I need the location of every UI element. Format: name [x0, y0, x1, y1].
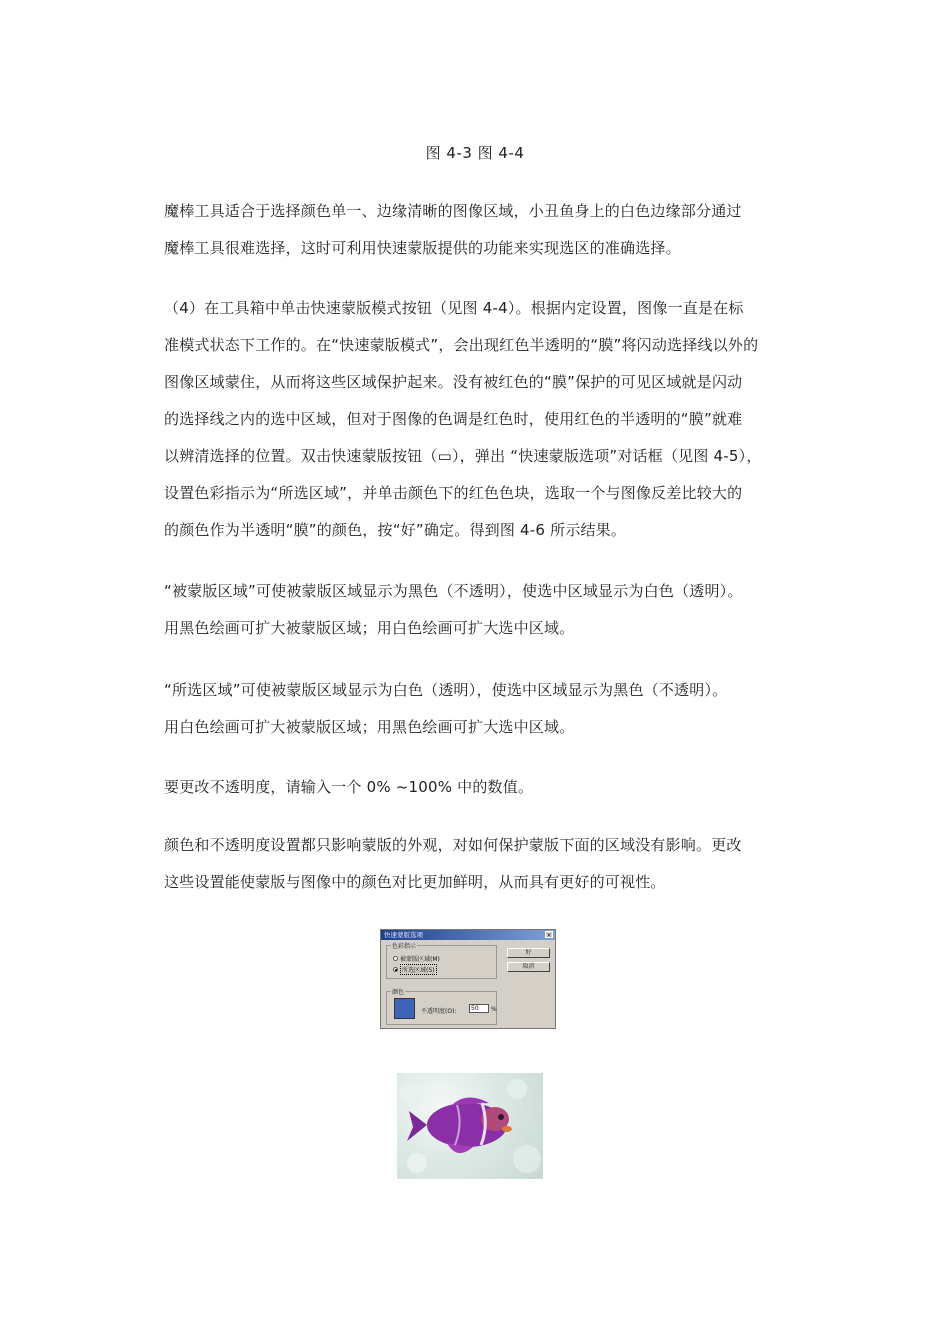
dialog-title: 快速蒙版选项	[384, 931, 423, 939]
text-line: 颜色和不透明度设置都只影响蒙版的外观，对如何保护蒙版下面的区域没有影响。更改	[164, 836, 742, 854]
quick-mask-options-dialog	[380, 929, 556, 1029]
percent-sign: %	[491, 1006, 497, 1013]
clownfish-image	[397, 1073, 543, 1179]
paragraph-4	[164, 672, 806, 746]
radio-label: 所选区域(S)	[400, 964, 437, 975]
group-label: 颜色	[392, 989, 405, 996]
paragraph-5	[164, 769, 806, 806]
ok-button[interactable]: 好	[507, 948, 550, 958]
text-line: 的颜色作为半透明“膜”的颜色，按“好”确定。得到图 4-6 所示结果。	[164, 521, 627, 539]
text-line: 准模式状态下工作的。在“快速蒙版模式”，会出现红色半透明的“膜”将闪动选择线以外的	[164, 336, 759, 354]
paragraph-2	[164, 290, 806, 549]
text-line: （4）在工具箱中单击快速蒙版模式按钮（见图 4-4）。根据内定设置，图像一直是在标	[164, 299, 744, 317]
text-line: 用白色绘画可扩大被蒙版区域；用黑色绘画可扩大选中区域。	[164, 718, 575, 736]
color-group	[386, 991, 497, 1025]
radio-selected-icon[interactable]	[393, 967, 398, 972]
text-line: 图像区域蒙住，从而将这些区域保护起来。没有被红色的“膜”保护的可见区域就是闪动	[164, 373, 743, 391]
group-label: 色彩指示	[392, 943, 417, 950]
clownfish-illustration	[397, 1073, 543, 1179]
radio-icon[interactable]	[393, 956, 398, 961]
text-line: 魔棒工具很难选择，这时可利用快速蒙版提供的功能来实现选区的准确选择。	[164, 239, 681, 257]
opacity-input[interactable]: 50	[469, 1004, 489, 1013]
radio-selected-areas[interactable]	[393, 964, 437, 975]
close-icon[interactable]: ×	[546, 932, 552, 939]
color-indicates-group	[386, 945, 497, 979]
opacity-label: 不透明度(O):	[421, 1008, 457, 1015]
paragraph-6	[164, 827, 806, 901]
cancel-button[interactable]: 取消	[507, 962, 550, 972]
radio-label: 被蒙版区域(M)	[400, 956, 440, 963]
text-line: “被蒙版区域”可使被蒙版区域显示为黑色（不透明），使选中区域显示为白色（透明）。	[164, 582, 743, 600]
text-line: 这些设置能使蒙版与图像中的颜色对比更加鲜明，从而具有更好的可视性。	[164, 873, 666, 891]
paragraph-1	[164, 193, 806, 267]
text-line: 以辨清选择的位置。双击快速蒙版按钮（▭），弹出 “快速蒙版选项”对话框（见图 4-5），	[164, 447, 762, 465]
figure-caption: 图 4-3 图 4-4	[425, 144, 525, 162]
dialog-title-bar	[381, 930, 555, 940]
radio-masked-areas[interactable]	[393, 954, 440, 963]
text-line: 的选择线之内的选中区域，但对于图像的色调是红色时，使用红色的半透明的“膜”就难	[164, 410, 743, 428]
paragraph-3	[164, 573, 806, 647]
text-line: 设置色彩指示为“所选区域”，并单击颜色下的红色色块，选取一个与图像反差比较大的	[164, 484, 743, 502]
color-swatch[interactable]	[394, 998, 415, 1019]
text-line: 要更改不透明度，请输入一个 0% ~100% 中的数值。	[164, 778, 534, 796]
text-line: 用黑色绘画可扩大被蒙版区域；用白色绘画可扩大选中区域。	[164, 619, 575, 637]
text-line: “所选区域”可使被蒙版区域显示为白色（透明），使选中区域显示为黑色（不透明）。	[164, 681, 728, 699]
text-line: 魔棒工具适合于选择颜色单一、边缘清晰的图像区域，小丑鱼身上的白色边缘部分通过	[164, 202, 742, 220]
